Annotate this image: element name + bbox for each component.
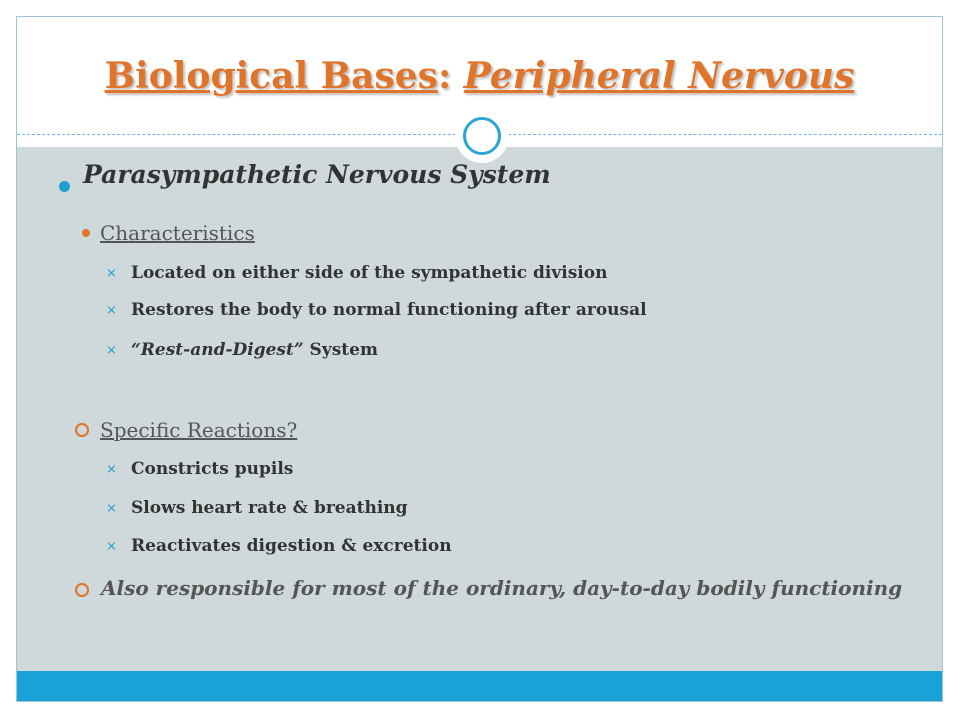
also-responsible-text: Also responsible for most of the ordinary, day-to-day bodily functioning: [101, 576, 903, 600]
reaction-item: Reactivates digestion & excretion: [131, 536, 452, 556]
x-bullet-icon: ⨯: [106, 539, 117, 554]
rest-quote: “Rest-and-Digest”: [131, 340, 304, 360]
characteristic-item: [131, 340, 378, 360]
x-bullet-icon: ⨯: [106, 501, 117, 516]
bottom-bar: [17, 671, 942, 702]
bullet-dot-icon: [82, 229, 90, 237]
slide-title: [17, 55, 942, 97]
bullet-dot-icon: [59, 181, 70, 192]
title-part2: [464, 55, 855, 97]
ring-bullet-icon: [75, 583, 89, 597]
reaction-item: Constricts pupils: [131, 459, 294, 479]
characteristic-item: Restores the body to normal functioning after arousal: [131, 300, 647, 320]
ring-bullet-icon: [75, 423, 89, 437]
x-bullet-icon: ⨯: [106, 462, 117, 477]
reaction-item: Slows heart rate & breathing: [131, 498, 408, 518]
reactions-label: Specific Reactions?: [100, 418, 298, 442]
characteristic-item: Located on either side of the sympathetic division: [131, 263, 608, 283]
heading-parasympathetic: Parasympathetic Nervous System: [83, 160, 551, 189]
circle-ornament-icon: [455, 109, 509, 163]
title-colon: :: [437, 55, 452, 97]
title-part1: Biological Bases: [104, 55, 438, 97]
x-bullet-icon: ⨯: [106, 303, 117, 318]
title-part2-text: Peripheral Nervous: [463, 55, 855, 97]
characteristics-label: Characteristics: [100, 221, 255, 245]
x-bullet-icon: ⨯: [106, 266, 117, 281]
rest-suffix: System: [303, 340, 378, 360]
x-bullet-icon: ⨯: [106, 343, 117, 358]
